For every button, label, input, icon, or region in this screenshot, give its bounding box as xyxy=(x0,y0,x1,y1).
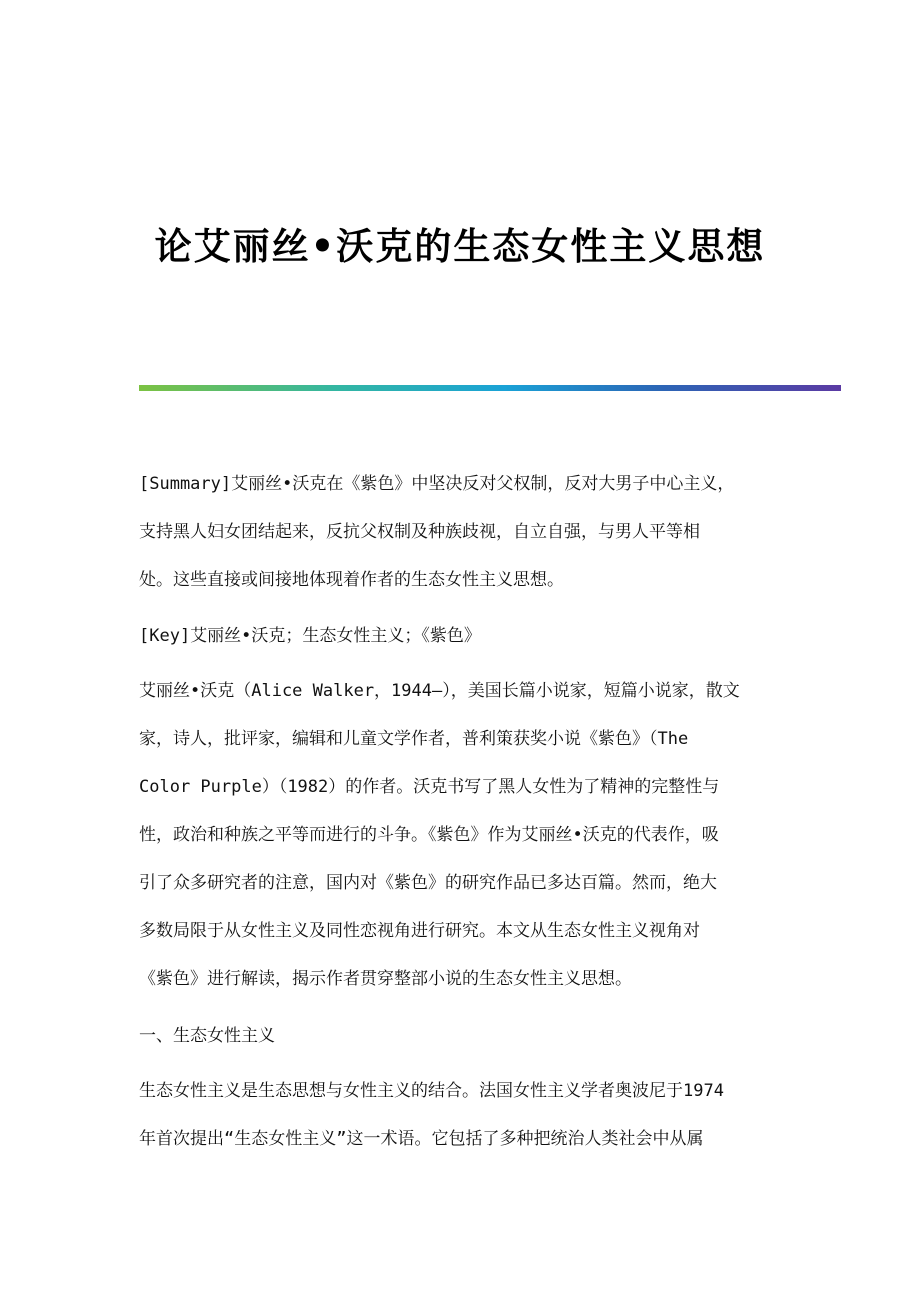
keywords-line: [Key]艾丽丝•沃克；生态女性主义；《紫色》 xyxy=(139,626,481,646)
summary-line: 支持黑人妇女团结起来，反抗父权制及种族歧视，自立自强，与男人平等相 xyxy=(139,522,700,542)
section1-heading xyxy=(139,1012,779,1060)
intro-line: 性，政治和种族之平等而进行的斗争。《紫色》作为艾丽丝•沃克的代表作，吸 xyxy=(139,825,719,845)
intro-paragraph xyxy=(139,667,779,1003)
section1-line: 年首次提出“生态女性主义”这一术语。它包括了多种把统治人类社会中从属 xyxy=(139,1129,704,1149)
intro-line: Color Purple）（1982）的作者。沃克书写了黑人女性为了精神的完整性与 xyxy=(139,777,720,797)
intro-line: 《紫色》进行解读，揭示作者贯穿整部小说的生态女性主义思想。 xyxy=(139,969,632,989)
intro-line: 家，诗人，批评家，编辑和儿童文学作者，普利策获奖小说《紫色》（The xyxy=(139,729,689,749)
keywords-paragraph xyxy=(139,612,779,660)
intro-line: 引了众多研究者的注意，国内对《紫色》的研究作品已多达百篇。然而，绝大 xyxy=(139,873,717,893)
summary-line: 处。这些直接或间接地体现着作者的生态女性主义思想。 xyxy=(139,570,564,590)
section1-line: 生态女性主义是生态思想与女性主义的结合。法国女性主义学者奥波尼于1974 xyxy=(139,1081,724,1101)
title-divider xyxy=(139,385,841,391)
summary-line: [Summary]艾丽丝•沃克在《紫色》中坚决反对父权制，反对大男子中心主义， xyxy=(139,474,735,494)
intro-line: 艾丽丝•沃克（Alice Walker，1944—），美国长篇小说家，短篇小说家，散文 xyxy=(139,681,740,701)
document-title: 论艾丽丝•沃克的生态女性主义思想 xyxy=(154,224,766,268)
summary-paragraph xyxy=(139,460,779,604)
intro-line: 多数局限于从女性主义及同性恋视角进行研究。本文从生态女性主义视角对 xyxy=(139,921,700,941)
section-heading: 一、生态女性主义 xyxy=(139,1026,275,1046)
section1-paragraph xyxy=(139,1067,779,1163)
